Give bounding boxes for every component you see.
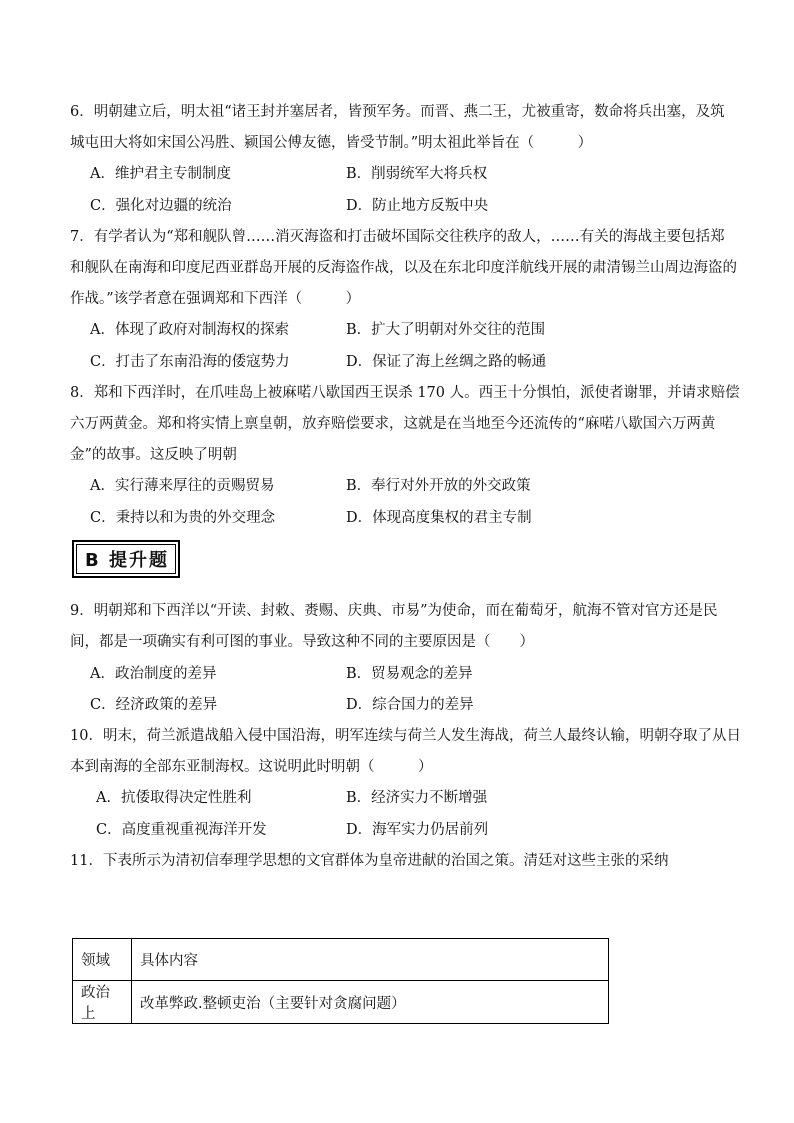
q11-stem-line-1: 11．下表所示为清初信奉理学思想的文官群体为皇帝进献的治国之策。清廷对这些主张的采纳 <box>70 853 669 869</box>
table-header-cell: 领域 <box>73 939 132 981</box>
q10-option-b: B．经济实力不断增强 <box>346 790 488 806</box>
q7-option-d: D．保证了海上丝绸之路的畅通 <box>346 354 547 370</box>
q7-stem-line-1: 7．有学者认为“郑和舰队曾……消灭海盗和打击破坏国际交往秩序的敌人，……有关的海战主要包括郑 <box>70 229 725 245</box>
q8-stem-line-2: 六万两黄金。郑和将实情上禀皇朝，放弃赔偿要求，这就是在当地至今还流传的“麻喏八歇国六万两黄 <box>70 416 716 432</box>
q8-option-a: A．实行薄来厚往的贡赐贸易 <box>90 478 275 494</box>
q9-stem-line-2: 间，都是一项确实有利可图的事业。导致这种不同的主要原因是（ ） <box>70 634 534 650</box>
q8-option-b: B．奉行对外开放的外交政策 <box>346 478 531 494</box>
q7-option-a: A．体现了政府对制海权的探索 <box>90 322 289 338</box>
section-header-label: B 提升题 <box>76 544 176 574</box>
q6-stem-line-1: 6．明朝建立后，明太祖“诸王封并塞居者，皆预军务。而晋、燕二王，尤被重寄，数命将兵出塞，及筑 <box>70 104 725 120</box>
q7-option-c: C．打击了东南沿海的倭寇势力 <box>90 354 290 370</box>
table-cell: 改革弊政.整顿吏治（主要针对贪腐问题） <box>132 981 609 1024</box>
q7-option-b: B．扩大了明朝对外交往的范围 <box>346 322 546 338</box>
q6-option-a: A．维护君主专制制度 <box>90 166 231 182</box>
section-header-box <box>72 540 180 578</box>
q8-option-c: C．秉持以和为贵的外交理念 <box>90 510 276 526</box>
q10-option-c: C．高度重视重视海洋开发 <box>96 822 267 838</box>
q10-option-a: A．抗倭取得决定性胜利 <box>96 790 252 806</box>
q9-option-c: C．经济政策的差异 <box>90 697 218 713</box>
q9-option-b: B．贸易观念的差异 <box>346 666 473 682</box>
q7-stem-line-3: 作战。”该学者意在强调郑和下西洋（ ） <box>70 291 361 307</box>
q7-stem-line-2: 和舰队在南海和印度尼西亚群岛开展的反海盗作战，以及在东北印度洋航线开展的肃清锡兰山周边海盗的 <box>70 260 737 276</box>
q8-option-d: D．体现高度集权的君主专制 <box>346 510 532 526</box>
table-header-row <box>73 939 609 981</box>
table-cell: 政治上 <box>73 981 132 1024</box>
table-header-cell: 具体内容 <box>132 939 609 981</box>
q6-option-d: D．防止地方反叛中央 <box>346 198 489 214</box>
q8-stem-line-1: 8．郑和下西洋时，在爪哇岛上被麻喏八歇国西王误杀 170 人。西王十分惧怕，派使者谢罪，并请求赔偿 <box>70 385 740 401</box>
q9-stem-line-1: 9．明朝郑和下西洋以“开读、封敕、赉赐、庆典、市易”为使命，而在葡萄牙，航海不管对官方还是民 <box>70 603 718 619</box>
q8-stem-line-3: 金”的故事。这反映了明朝 <box>70 447 237 463</box>
table-row <box>73 981 609 1024</box>
q9-option-d: D．综合国力的差异 <box>346 697 474 713</box>
q6-option-b: B．削弱统军大将兵权 <box>346 166 488 182</box>
q10-option-d: D．海军实力仍居前列 <box>346 822 489 838</box>
q9-option-a: A．政治制度的差异 <box>90 666 217 682</box>
q6-stem-line-2: 城屯田大将如宋国公冯胜、颍国公傅友德，皆受节制。”明太祖此举旨在（ ） <box>70 135 593 151</box>
policy-table <box>72 938 609 1024</box>
q6-option-c: C．强化对边疆的统治 <box>90 198 232 214</box>
q10-stem-line-2: 本到南海的全部东亚制海权。这说明此时明朝（ ） <box>70 759 433 775</box>
q10-stem-line-1: 10．明末，荷兰派遣战船入侵中国沿海，明军连续与荷兰人发生海战，荷兰人最终认输，明朝夺取了从日 <box>70 728 741 744</box>
